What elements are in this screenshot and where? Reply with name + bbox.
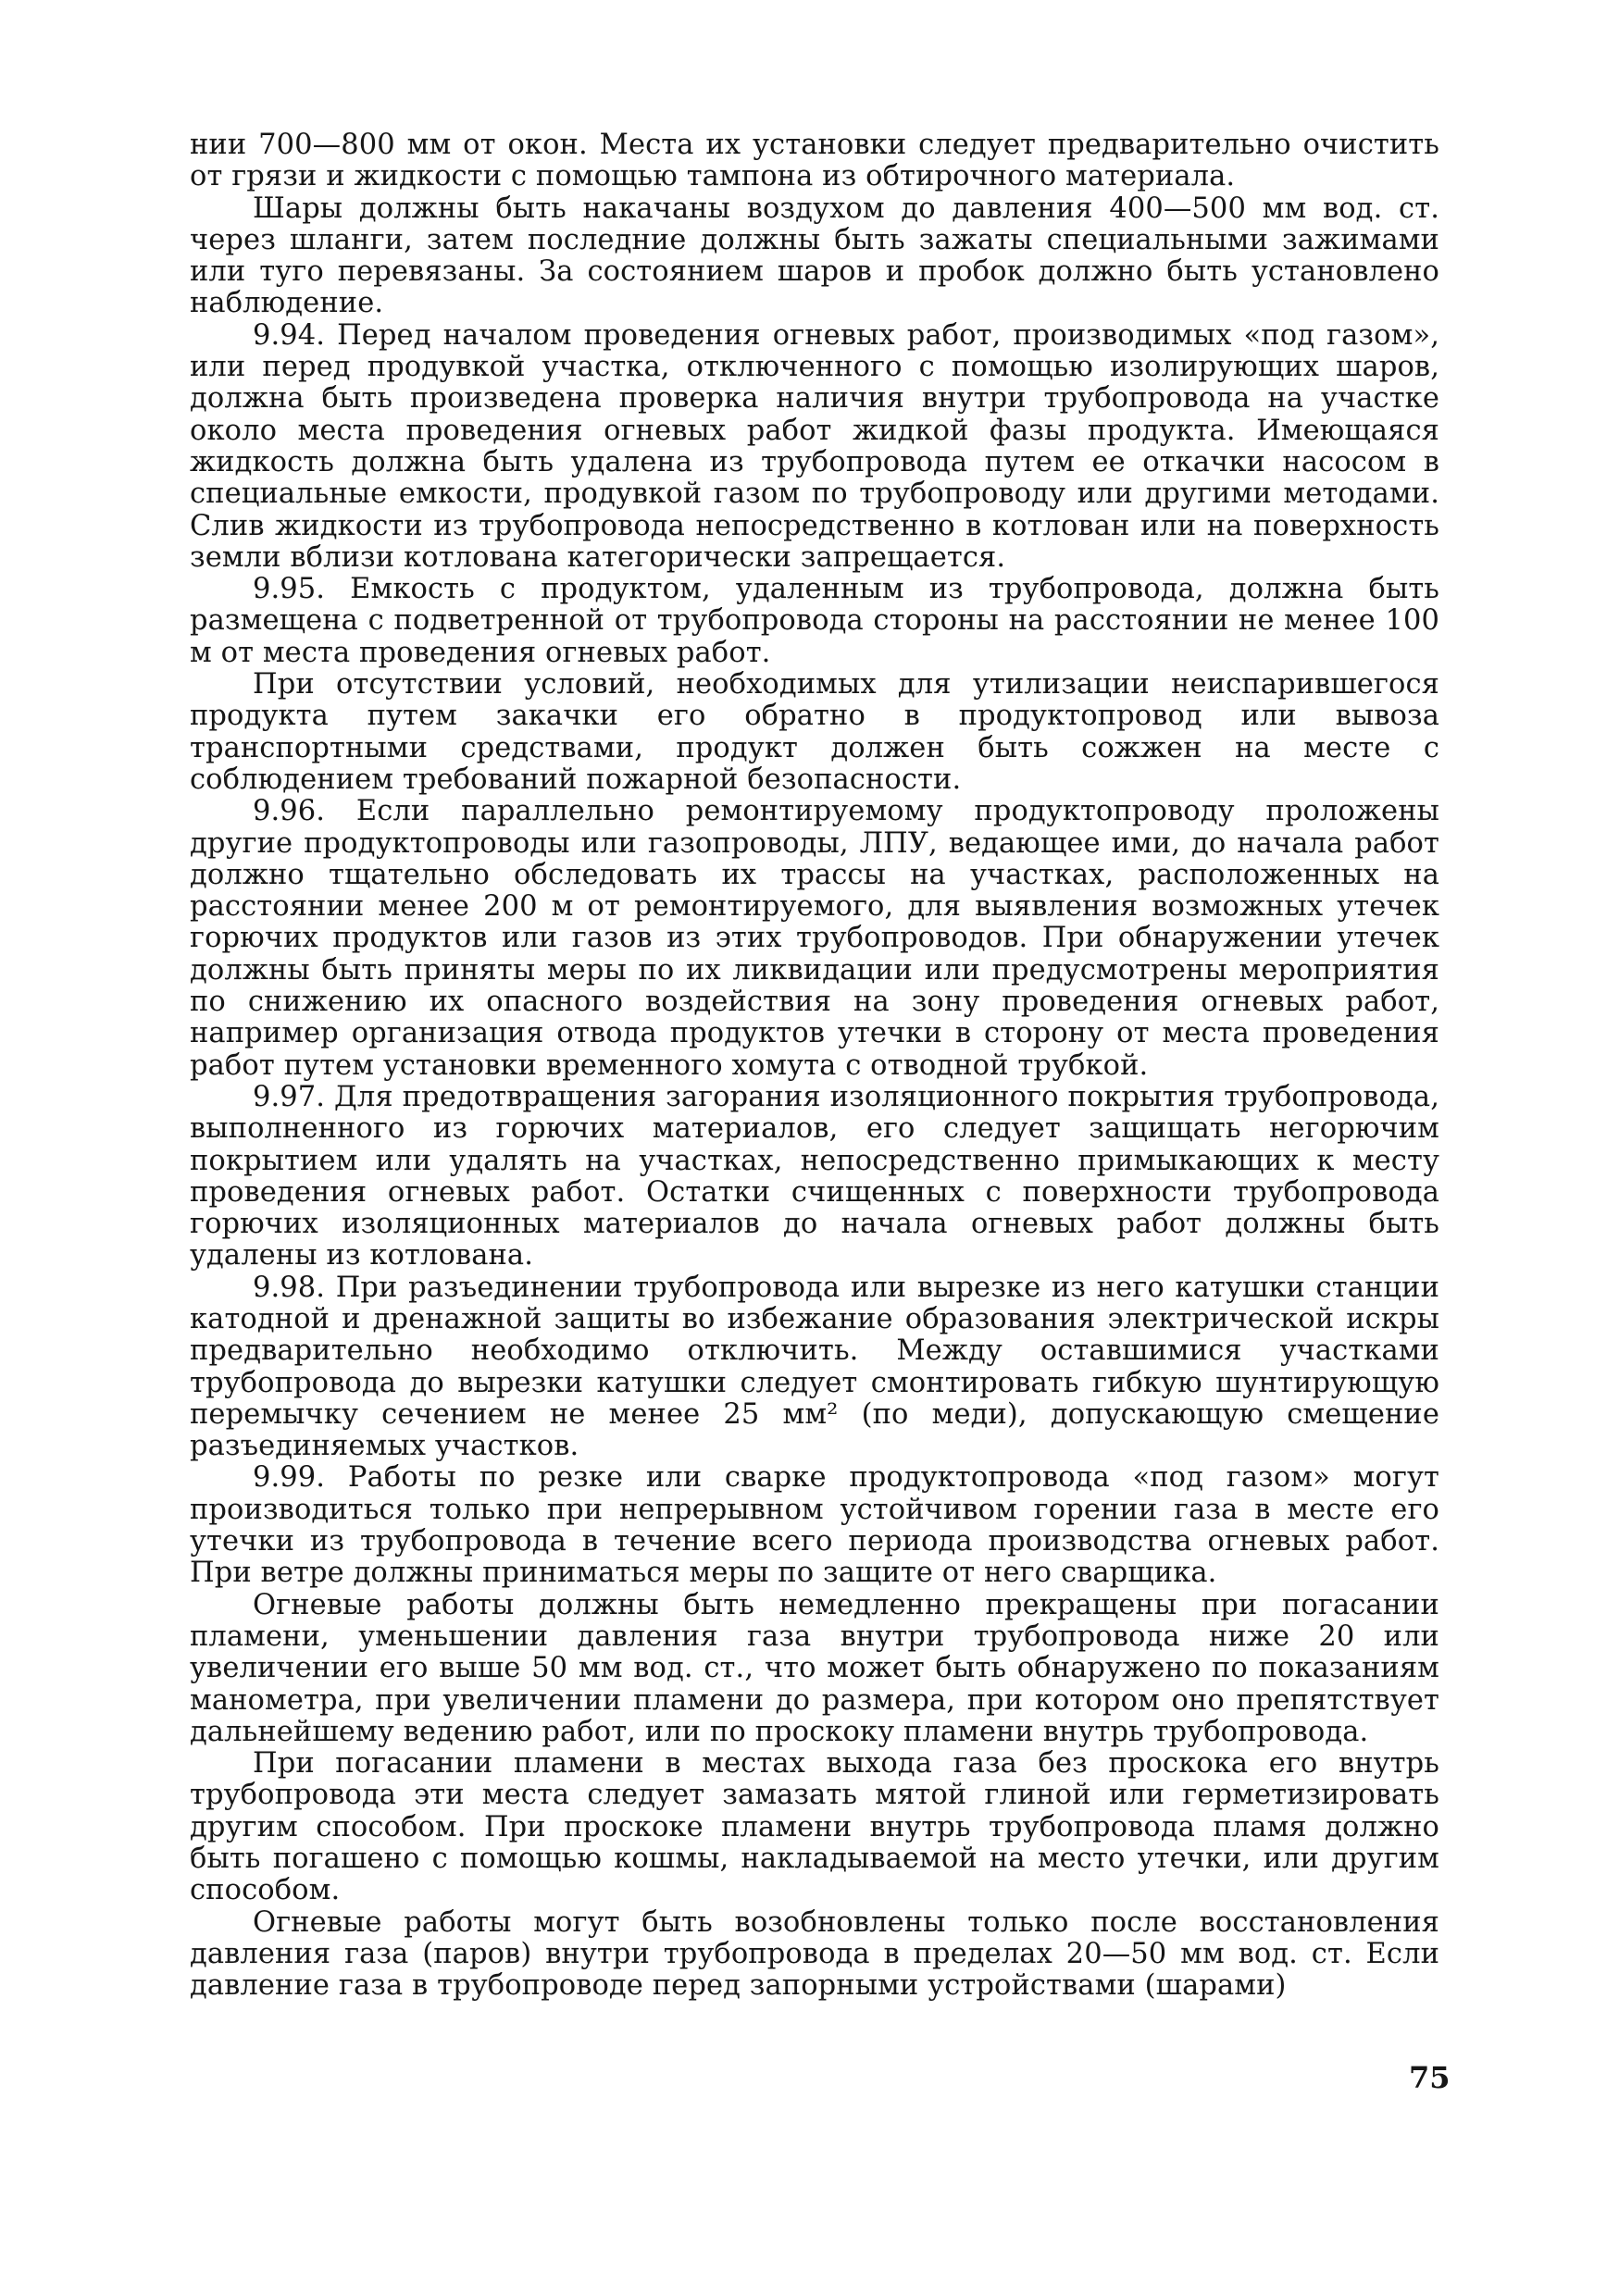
paragraph-9-99: 9.99. Работы по резке или сварке продуктопровода «под газом» могут производиться только при непрерывном устойчивом горении газа в месте его утечки из трубопровода в течение всего периода производства огневых работ. При ветре должны приниматься меры по защите от него сварщика. xyxy=(190,1461,1439,1590)
paragraph-work-resume: Огневые работы могут быть возобновлены только после восстановления давления газа (паров) внутри трубопровода в пределах 20—50 мм вод. ст. Если давление газа в трубопроводе перед запорными устройствами (шарами) xyxy=(190,1905,1439,2003)
paragraph-balloon-inflation: Шары должны быть накачаны воздухом до давления 400—500 мм вод. ст. через шланги, затем последние должны быть зажаты специальными зажимами или туго перевязаны. За состоянием шаров и пробок должно быть установлено наблюдение. xyxy=(190,192,1439,320)
document-body xyxy=(190,130,1439,2166)
paragraph-product-disposal: При отсутствии условий, необходимых для утилизации неиспарившегося продукта путем закачки его обратно в продуктопровод или вывоза транспортными средствами, продукт должен быть сожжен на месте с соблюдением требований пожарной безопасности. xyxy=(190,668,1439,796)
paragraph-9-97: 9.97. Для предотвращения загорания изоляционного покрытия трубопровода, выполненного из горючих материалов, его следует защищать негорючим покрытием или удалять на участках, непосредственно примыкающих к месту проведения огневых работ. Остатки счищенных с поверхности трубопровода горючих изоляционных материалов до начала огневых работ должны быть удалены из котлована. xyxy=(190,1080,1439,1272)
paragraph-flame-out: При погасании пламени в местах выхода газа без проскока его внутрь трубопровода эти места следует замазать мятой глиной или герметизировать другим способом. При проскоке пламени внутрь трубопровода пламя должно быть погашено с помощью кошмы, накладываемой на место утечки, или другим способом. xyxy=(190,1747,1439,1907)
paragraph-work-stop: Огневые работы должны быть немедленно прекращены при погасании пламени, уменьшении давления газа внутри трубопровода ниже 20 или увеличении его выше 50 мм вод. ст., что может быть обнаружено по показаниям манометра, при увеличении пламени до размера, при котором оно препятствует дальнейшему ведению работ, или по проскоку пламени внутрь трубопровода. xyxy=(190,1588,1439,1748)
page-number: 75 xyxy=(1409,2060,1451,2095)
paragraph-9-95: 9.95. Емкость с продуктом, удаленным из трубопровода, должна быть размещена с подветренной от трубопровода стороны на расстоянии не менее 100 м от места проведения огневых работ. xyxy=(190,573,1439,669)
paragraph-9-94: 9.94. Перед началом проведения огневых работ, производимых «под газом», или перед продувкой участка, отключенного с помощью изолирующих шаров, должна быть произведена проверка наличия внутри трубопровода на участке около места проведения огневых работ жидкой фазы продукта. Имеющаяся жидкость должна быть удалена из трубопровода путем ее откачки насосом в специальные емкости, продувкой газом по трубопроводу или другими методами. Слив жидкости из трубопровода непосредственно в котлован или на поверхность земли вблизи котлована категорически запрещается. xyxy=(190,318,1439,574)
paragraph-9-96: 9.96. Если параллельно ремонтируемому продуктопроводу проложены другие продуктопроводы или газопроводы, ЛПУ, ведающее ими, до начала работ должно тщательно обследовать их трассы на участках, расположенных на расстоянии менее 200 м от ремонтируемого, для выявления возможных утечек горючих продуктов или газов из этих трубопроводов. При обнаружении утечек должны быть приняты меры по их ликвидации или предусмотрены мероприятия по снижению их опасного воздействия на зону проведения огневых работ, например организация отвода продуктов утечки в сторону от места проведения работ путем установки временного хомута с отводной трубкой. xyxy=(190,795,1439,1082)
paragraph-continuation: нии 700—800 мм от окон. Места их установки следует предварительно очистить от грязи и жидкости с помощью тампона из обтирочного материала. xyxy=(190,129,1439,193)
paragraph-9-98: 9.98. При разъединении трубопровода или вырезке из него катушки станции катодной и дренажной защиты во избежание образования электрической искры предварительно необходимо отключить. Между оставшимися участками трубопровода до вырезки катушки следует смонтировать гибкую шунтирующую перемычку сечением не менее 25 мм² (по меди), допускающую смещение разъединяемых участков. xyxy=(190,1271,1439,1463)
